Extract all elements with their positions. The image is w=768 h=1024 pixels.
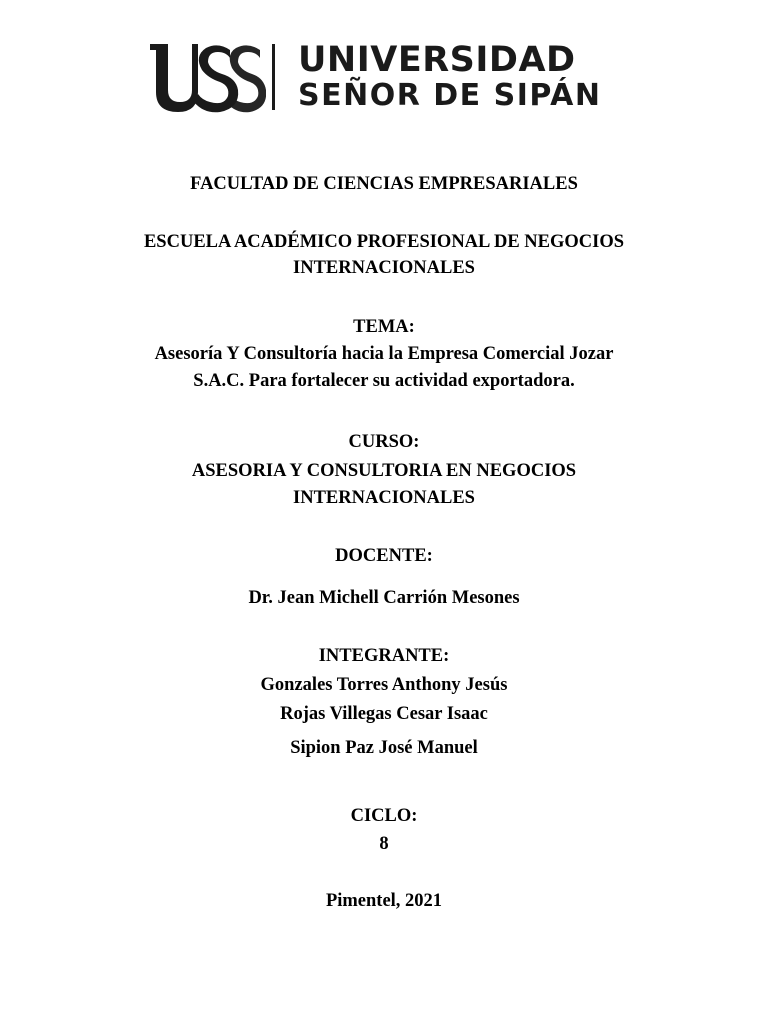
uss-monogram-icon [148,40,266,116]
integrante-member: Rojas Villegas Cesar Isaac [280,704,488,724]
curso-label: CURSO: [348,432,420,452]
school-title-line1: ESCUELA ACADÉMICO PROFESIONAL DE NEGOCIOS [143,232,625,252]
logo-university-text: UNIVERSIDAD [298,40,576,80]
integrante-label: INTEGRANTE: [318,646,450,666]
docente-name: Dr. Jean Michell Carrión Mesones [248,588,520,608]
university-logo [148,40,618,116]
faculty-title: FACULTAD DE CIENCIAS EMPRESARIALES [190,174,578,194]
integrante-member: Gonzales Torres Anthony Jesús [260,675,508,695]
integrante-member: Sipion Paz José Manuel [290,738,478,758]
curso-text-line1: ASESORIA Y CONSULTORIA EN NEGOCIOS [191,461,577,481]
ciclo-value: 8 [379,834,389,854]
ciclo-label: CICLO: [350,806,418,826]
docente-label: DOCENTE: [335,546,433,566]
curso-text-line2: INTERNACIONALES [293,488,475,508]
logo-divider [272,44,275,110]
tema-text-line2: S.A.C. Para fortalecer su actividad exportadora. [193,371,575,391]
place-date: Pimentel, 2021 [325,891,443,911]
tema-text-line1: Asesoría Y Consultoría hacia la Empresa Comercial Jozar [154,344,614,364]
logo-university-name-text: SEÑOR DE SIPÁN [298,78,602,113]
tema-label: TEMA: [353,317,415,337]
school-title-line2: INTERNACIONALES [293,258,475,278]
